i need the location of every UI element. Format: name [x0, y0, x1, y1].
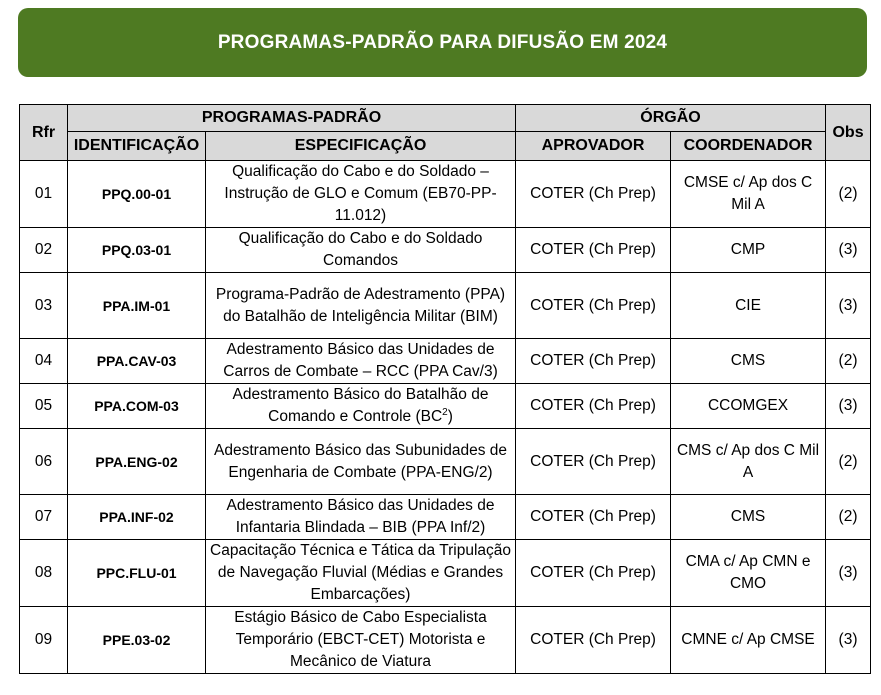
cell-coordenador: CMA c/ Ap CMN e CMO: [671, 540, 826, 607]
cell-especificacao: Adestramento Básico das Subunidades de Engenharia de Combate (PPA-ENG/2): [206, 429, 516, 495]
table-row: [20, 607, 871, 674]
cell-especificacao: Capacitação Técnica e Tática da Tripulação de Navegação Fluvial (Médias e Grandes Embarcações): [206, 540, 516, 607]
spec-text: Adestramento Básico do Batalhão de Comando e Controle (BC: [232, 386, 489, 425]
table-row: [20, 429, 871, 495]
cell-rfr: 05: [20, 384, 68, 429]
cell-obs: (2): [826, 161, 871, 228]
cell-aprovador: COTER (Ch Prep): [516, 228, 671, 273]
cell-aprovador: COTER (Ch Prep): [516, 495, 671, 540]
cell-identificacao: PPQ.00-01: [68, 161, 206, 228]
cell-coordenador: CMP: [671, 228, 826, 273]
spec-superscript: 2: [442, 406, 448, 418]
cell-coordenador: CMS: [671, 495, 826, 540]
cell-obs: (3): [826, 540, 871, 607]
cell-identificacao: PPA.INF-02: [68, 495, 206, 540]
table-row: [20, 540, 871, 607]
cell-rfr: 06: [20, 429, 68, 495]
cell-rfr: 04: [20, 339, 68, 384]
cell-especificacao: Qualificação do Cabo e do Soldado – Instrução de GLO e Comum (EB70-PP-11.012): [206, 161, 516, 228]
cell-identificacao: PPA.IM-01: [68, 273, 206, 339]
cell-rfr: 07: [20, 495, 68, 540]
title-banner: [18, 8, 867, 77]
cell-identificacao: PPQ.03-01: [68, 228, 206, 273]
header-aprovador: APROVADOR: [516, 132, 671, 161]
cell-identificacao: PPE.03-02: [68, 607, 206, 674]
cell-obs: (3): [826, 273, 871, 339]
cell-rfr: 02: [20, 228, 68, 273]
cell-rfr: 03: [20, 273, 68, 339]
cell-aprovador: COTER (Ch Prep): [516, 429, 671, 495]
cell-especificacao: [206, 384, 516, 429]
cell-identificacao: PPA.ENG-02: [68, 429, 206, 495]
header-rfr: Rfr: [20, 105, 68, 161]
table-row: [20, 495, 871, 540]
table-row: [20, 339, 871, 384]
cell-obs: (2): [826, 429, 871, 495]
cell-identificacao: PPA.CAV-03: [68, 339, 206, 384]
cell-rfr: 01: [20, 161, 68, 228]
cell-obs: (2): [826, 495, 871, 540]
cell-identificacao: PPA.COM-03: [68, 384, 206, 429]
header-coordenador: COORDENADOR: [671, 132, 826, 161]
cell-coordenador: CMS: [671, 339, 826, 384]
cell-obs: (2): [826, 339, 871, 384]
header-programas-padrao: PROGRAMAS-PADRÃO: [68, 105, 516, 132]
cell-identificacao: PPC.FLU-01: [68, 540, 206, 607]
cell-obs: (3): [826, 607, 871, 674]
table-row: [20, 273, 871, 339]
cell-coordenador: CIE: [671, 273, 826, 339]
cell-aprovador: COTER (Ch Prep): [516, 339, 671, 384]
header-especificacao: ESPECIFICAÇÃO: [206, 132, 516, 161]
cell-rfr: 09: [20, 607, 68, 674]
cell-obs: (3): [826, 384, 871, 429]
cell-coordenador: CCOMGEX: [671, 384, 826, 429]
cell-aprovador: COTER (Ch Prep): [516, 273, 671, 339]
cell-coordenador: CMSE c/ Ap dos C Mil A: [671, 161, 826, 228]
cell-aprovador: COTER (Ch Prep): [516, 384, 671, 429]
cell-coordenador: CMNE c/ Ap CMSE: [671, 607, 826, 674]
cell-especificacao: Adestramento Básico das Unidades de Infantaria Blindada – BIB (PPA Inf/2): [206, 495, 516, 540]
cell-especificacao: Estágio Básico de Cabo Especialista Temporário (EBCT-CET) Motorista e Mecânico de Viatura: [206, 607, 516, 674]
table-row: [20, 161, 871, 228]
header-identificacao: IDENTIFICAÇÃO: [68, 132, 206, 161]
cell-coordenador: CMS c/ Ap dos C Mil A: [671, 429, 826, 495]
cell-aprovador: COTER (Ch Prep): [516, 540, 671, 607]
cell-especificacao: Programa-Padrão de Adestramento (PPA) do Batalhão de Inteligência Militar (BIM): [206, 273, 516, 339]
header-orgao: ÓRGÃO: [516, 105, 826, 132]
table-row: [20, 228, 871, 273]
cell-especificacao: Adestramento Básico das Unidades de Carros de Combate – RCC (PPA Cav/3): [206, 339, 516, 384]
page-title: PROGRAMAS-PADRÃO PARA DIFUSÃO EM 2024: [217, 31, 668, 53]
cell-obs: (3): [826, 228, 871, 273]
cell-aprovador: COTER (Ch Prep): [516, 607, 671, 674]
cell-rfr: 08: [20, 540, 68, 607]
spec-tail: ): [447, 408, 453, 425]
header-obs: Obs: [826, 105, 871, 161]
programs-table: [19, 104, 871, 674]
cell-especificacao: Qualificação do Cabo e do Soldado Comandos: [206, 228, 516, 273]
cell-aprovador: COTER (Ch Prep): [516, 161, 671, 228]
table-row: [20, 384, 871, 429]
